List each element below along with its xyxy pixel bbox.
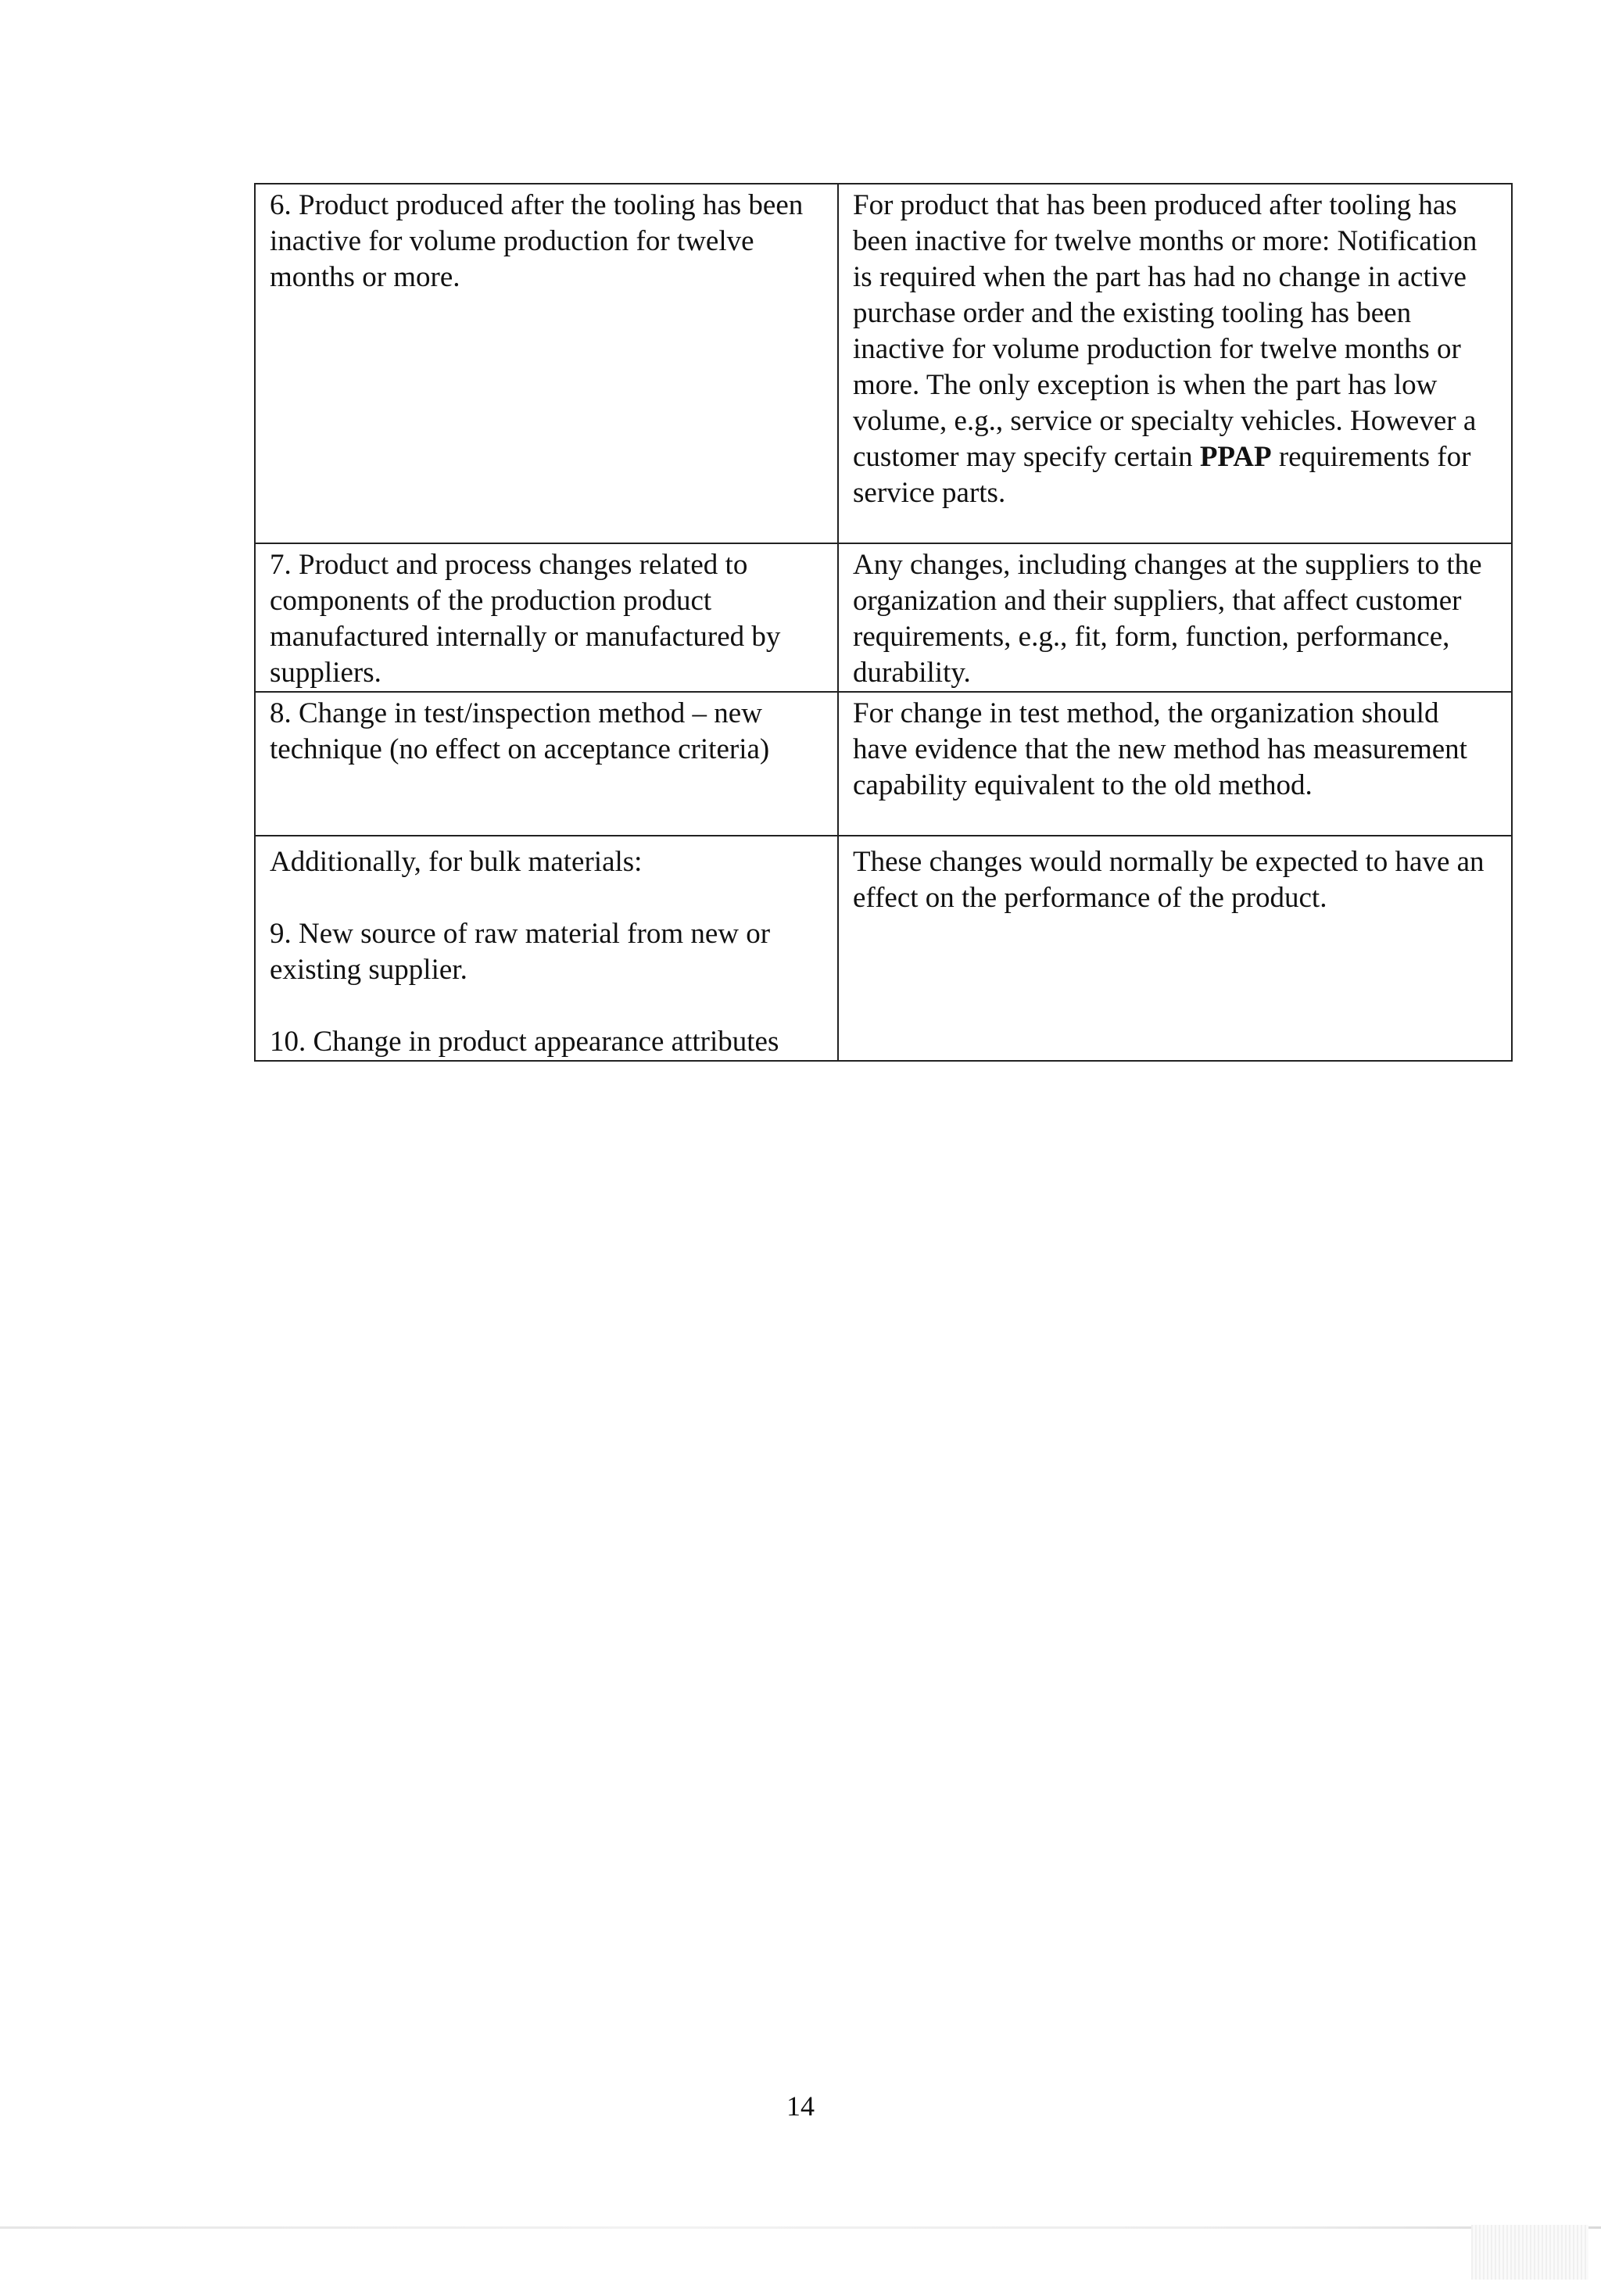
change-description-text: 6. Product produced after the tooling has been inactive for volume production for twelve months or more. (270, 189, 804, 293)
change-description-text: 7. Product and process changes related to components of the production product manufactured internally or manufactured by suppliers. (270, 549, 781, 689)
requirement-cell (838, 836, 1512, 1061)
table-row (255, 184, 1512, 543)
change-description-cell (255, 543, 838, 692)
requirement-text-part: requirements for service parts. (853, 441, 1471, 509)
requirement-text: These changes would normally be expected to have an effect on the performance of the product. (853, 846, 1485, 914)
requirement-cell (838, 184, 1512, 543)
requirement-text: For change in test method, the organization should have evidence that the new method has measurement capability equivalent to the old method. (853, 697, 1467, 801)
ppap-term: PPAP (1199, 441, 1272, 473)
page-number: 14 (786, 2090, 815, 2122)
requirement-cell (838, 543, 1512, 692)
change-description-cell (255, 184, 838, 543)
change-requirements-table (254, 183, 1513, 1062)
change-description-cell (255, 692, 838, 836)
requirement-text (853, 188, 1497, 511)
requirement-text: Any changes, including changes at the suppliers to the organization and their suppliers, that affect customer requirements, e.g., fit, form, function, performance, durability. (853, 549, 1482, 689)
change-description-text: 9. New source of raw material from new or existing supplier. (270, 918, 771, 986)
change-description-text: 10. Change in product appearance attributes (270, 1026, 779, 1058)
requirement-text-part: For product that has been produced after tooling has been inactive for twelve months or more: Notification is required when the part has had no change in active purchase order and the existing tooling has been inactive for volume production for twelve months or more. The only exception is when the part has low volume, e.g., service or specialty vehicles. However a customer may specify certain (853, 189, 1477, 473)
scan-edge-line (0, 2226, 1601, 2229)
paragraph-gap (270, 880, 823, 916)
bulk-materials-heading: Additionally, for bulk materials: (270, 846, 643, 878)
table-row (255, 543, 1512, 692)
table-row (255, 692, 1512, 836)
requirement-cell (838, 692, 1512, 836)
scan-artifact (1471, 2225, 1588, 2280)
change-description-cell (255, 836, 838, 1061)
change-description-text: 8. Change in test/inspection method – new technique (no effect on acceptance criteria) (270, 697, 770, 765)
paragraph-gap (270, 988, 823, 1024)
table-row (255, 836, 1512, 1061)
